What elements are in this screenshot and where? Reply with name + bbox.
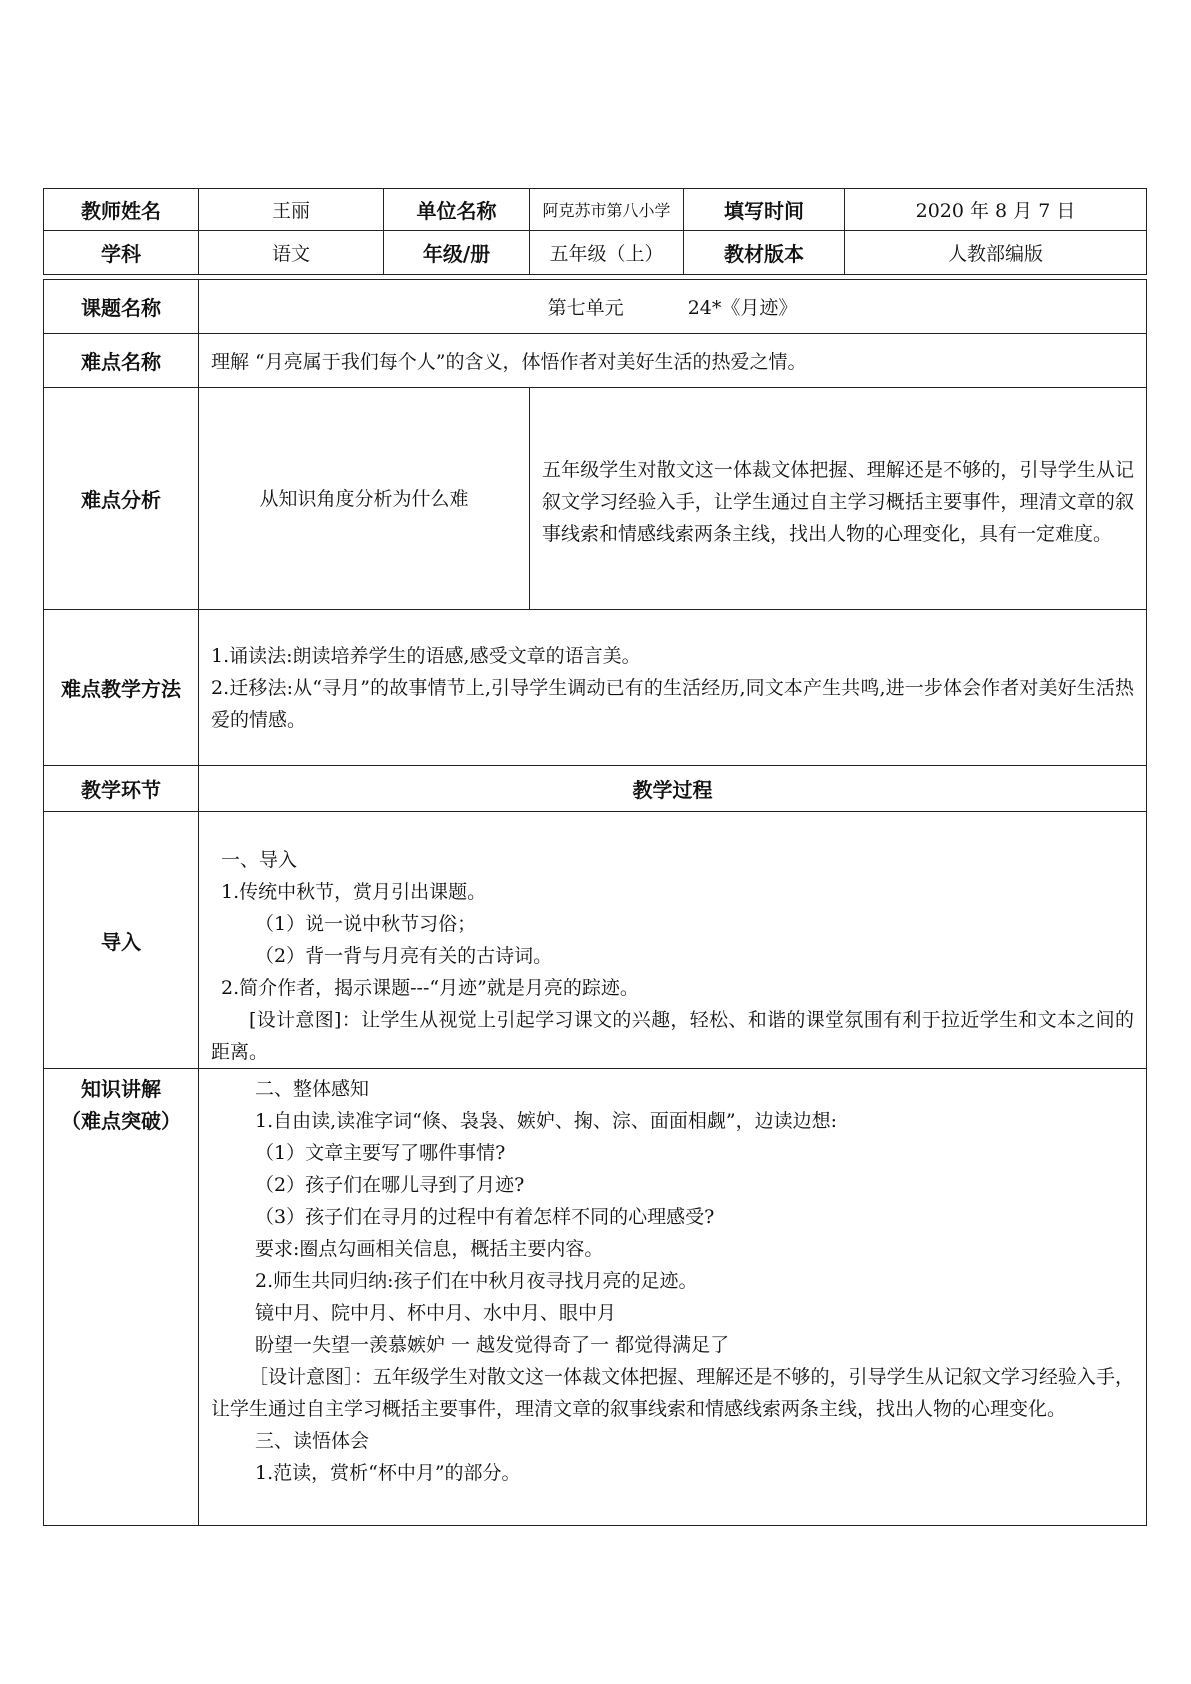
knowledge-line-11: 三、读悟体会 — [255, 1430, 370, 1452]
intro-label: 导入 — [44, 812, 199, 1069]
analysis-label: 难点分析 — [44, 388, 199, 610]
analysis-text: 五年级学生对散文这一体裁文体把握、理解还是不够的，引导学生从记叙文学习经验入手，让学生通过自主学习概括主要事件，理清文章的叙事线索和情感线索两条主线，找出人物的心理变化，具有一定难度。 — [542, 459, 1134, 545]
method-row — [44, 610, 1147, 766]
process-header-row — [44, 766, 1147, 812]
method-line-2: 2.迁移法:从“寻月”的故事情节上,引导学生调动已有的生活经历,同文本产生共鸣,进一步体会作者对美好生活热爱的情感。 — [211, 676, 1134, 731]
intro-row — [44, 812, 1147, 1069]
intro-line-1: 一、导入 — [221, 849, 298, 871]
knowledge-line-10: ［设计意图］：五年级学生对散文这一体裁文体把握、理解还是不够的，引导学生从记叙文学习经验入手，让学生通过自主学习概括主要事件，理清文章的叙事线索和情感线索两条主线，找出人物的心理变化。 — [211, 1366, 1134, 1420]
knowledge-line-12: 1.范读，赏析“杯中月”的部分。 — [255, 1462, 521, 1484]
difficulty-label: 难点名称 — [44, 334, 199, 388]
edition-label: 教材版本 — [684, 231, 845, 275]
date-label: 填写时间 — [684, 189, 845, 231]
stage-header: 教学环节 — [44, 766, 199, 812]
header-row-2 — [44, 231, 1147, 275]
grade-label: 年级/册 — [384, 231, 530, 275]
lesson-plan-table — [43, 188, 1147, 1526]
intro-line-5: 2.简介作者，揭示课题---“月迹”就是月亮的踪迹。 — [221, 977, 639, 999]
lesson-title-row — [44, 280, 1147, 334]
intro-line-2: 1.传统中秋节，赏月引出课题。 — [221, 881, 487, 903]
knowledge-line-7: 2.师生共同归纳:孩子们在中秋月夜寻找月亮的足迹。 — [255, 1270, 698, 1292]
knowledge-line-8: 镜中月、院中月、杯中月、水中月、眼中月 — [255, 1302, 617, 1324]
unit-value: 阿克苏市第八小学 — [530, 189, 684, 231]
edition-value: 人教部编版 — [845, 231, 1147, 275]
lesson-title: 24*《月迹》 — [687, 297, 798, 319]
knowledge-line-4: （2）孩子们在哪儿寻到了月迹? — [255, 1174, 525, 1196]
analysis-row — [44, 388, 1147, 610]
knowledge-line-3: （1）文章主要写了哪件事情? — [255, 1142, 506, 1164]
lesson-title-label: 课题名称 — [44, 280, 199, 334]
difficulty-row — [44, 334, 1147, 388]
date-value: 2020 年 8 月 7 日 — [845, 189, 1147, 231]
knowledge-line-1: 二、整体感知 — [255, 1078, 370, 1100]
knowledge-line-9: 盼望一失望一羡慕嫉妒 一 越发觉得奇了一 都觉得满足了 — [255, 1334, 730, 1356]
knowledge-cell — [199, 1069, 1147, 1526]
knowledge-line-2: 1.自由读,读准字词“倏、袅袅、嫉妒、掬、淙、面面相觑”，边读边想: — [255, 1110, 837, 1132]
analysis-text-cell — [530, 388, 1147, 610]
subject-label: 学科 — [44, 231, 199, 275]
knowledge-row — [44, 1069, 1147, 1526]
teacher-label: 教师姓名 — [44, 189, 199, 231]
lesson-unit: 第七单元 — [547, 297, 624, 319]
knowledge-sublabel: （难点突破） — [61, 1109, 181, 1133]
unit-label: 单位名称 — [384, 189, 530, 231]
lesson-title-cell — [199, 280, 1147, 334]
process-header: 教学过程 — [199, 766, 1147, 812]
difficulty-value: 理解 “月亮属于我们每个人”的含义，体悟作者对美好生活的热爱之情。 — [199, 334, 1147, 388]
knowledge-line-5: （3）孩子们在寻月的过程中有着怎样不同的心理感受? — [255, 1206, 715, 1228]
teacher-value: 王丽 — [199, 189, 384, 231]
method-line-1: 1.诵读法:朗读培养学生的语感,感受文章的语言美。 — [211, 644, 641, 667]
knowledge-label-cell — [44, 1069, 199, 1526]
method-label: 难点教学方法 — [44, 610, 199, 766]
header-row-1 — [44, 189, 1147, 231]
intro-line-3: （1）说一说中秋节习俗； — [255, 913, 477, 935]
method-cell — [199, 610, 1147, 766]
intro-cell — [199, 812, 1147, 1069]
subject-value: 语文 — [199, 231, 384, 275]
analysis-sublabel: 从知识角度分析为什么难 — [199, 388, 530, 610]
intro-line-4: （2）背一背与月亮有关的古诗词。 — [255, 945, 553, 967]
grade-value: 五年级（上） — [530, 231, 684, 275]
lesson-plan-sheet — [43, 188, 1146, 1526]
knowledge-label: 知识讲解 — [81, 1077, 161, 1101]
knowledge-line-6: 要求:圈点勾画相关信息，概括主要内容。 — [255, 1238, 604, 1260]
intro-line-6: [设计意图]：让学生从视觉上引起学习课文的兴趣，轻松、和谐的课堂氛围有利于拉近学生和文本之间的距离。 — [211, 1009, 1134, 1063]
